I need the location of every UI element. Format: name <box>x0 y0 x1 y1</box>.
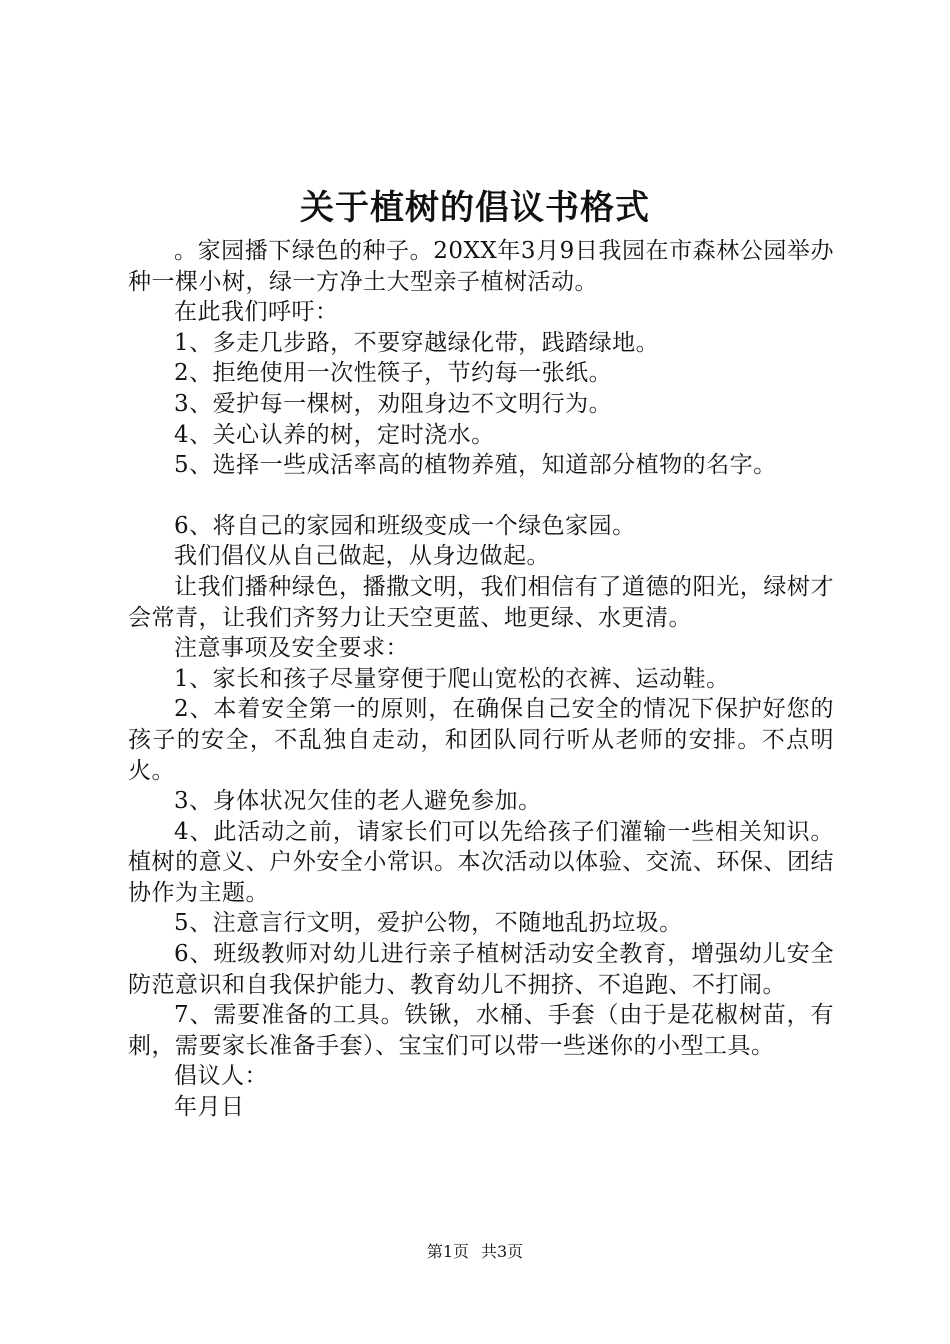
safety-item-7: 7、需要准备的工具。铁锹，水桶、手套（由于是花椒树苗，有刺，需要家长准备手套）、宝宝们可以带一些迷你的小型工具。 <box>128 1002 834 1059</box>
safety-item-1: 1、家长和孩子尽量穿便于爬山宽松的衣裤、运动鞋。 <box>174 665 730 692</box>
list-item-5: 5、选择一些成活率高的植物养殖，知道部分植物的名字。 <box>174 452 777 479</box>
page-total: 共3页 <box>481 1242 524 1261</box>
page-number: 第1页 <box>426 1242 469 1261</box>
document-title: 关于植树的倡议书格式 <box>300 188 650 228</box>
signature-label: 倡议人： <box>174 1063 268 1090</box>
document-body <box>128 236 834 1123</box>
list-item-1: 1、多走几步路，不要穿越绿化带，践踏绿地。 <box>174 329 660 356</box>
list-item-2: 2、拒绝使用一次性筷子，节约每一张纸。 <box>174 360 613 387</box>
safety-item-6: 6、班级教师对幼儿进行亲子植树活动安全教育，增强幼儿安全防范意识和自我保护能力、教育幼儿不拥挤、不追跑、不打闹。 <box>128 941 834 998</box>
safety-heading: 注意事项及安全要求： <box>174 635 409 662</box>
list-item-3: 3、爱护每一棵树，劝阻身边不文明行为。 <box>174 390 613 417</box>
date-label: 年月日 <box>174 1094 245 1121</box>
paragraph-intro: 。家园播下绿色的种子。20XX年3月9日我园在市森林公园举办种一棵小树，绿一方净土大型亲子植树活动。 <box>128 238 834 295</box>
safety-item-4: 4、此活动之前，请家长们可以先给孩子们灌输一些相关知识。植树的意义、户外安全小常识。本次活动以体验、交流、环保、团结协作为主题。 <box>128 818 834 906</box>
page-footer <box>0 1242 950 1262</box>
paragraph-appeal: 让我们播种绿色，播撒文明，我们相信有了道德的阳光，绿树才会常青，让我们齐努力让天空更蓝、地更绿、水更清。 <box>128 573 834 631</box>
list-item-6: 6、将自己的家园和班级变成一个绿色家园。 <box>174 512 636 539</box>
paragraph-advocate: 我们倡仪从自己做起，从身边做起。 <box>174 543 550 570</box>
paragraph-call: 在此我们呼吁： <box>174 299 339 326</box>
safety-item-2: 2、本着安全第一的原则，在确保自己安全的情况下保护好您的孩子的安全，不乱独自走动，和团队同行听从老师的安排。不点明火。 <box>128 696 834 784</box>
safety-item-5: 5、注意言行文明，爱护公物，不随地乱扔垃圾。 <box>174 910 683 937</box>
list-item-4: 4、关心认养的树，定时浇水。 <box>174 421 495 448</box>
safety-item-3: 3、身体状况欠佳的老人避免参加。 <box>174 788 542 815</box>
